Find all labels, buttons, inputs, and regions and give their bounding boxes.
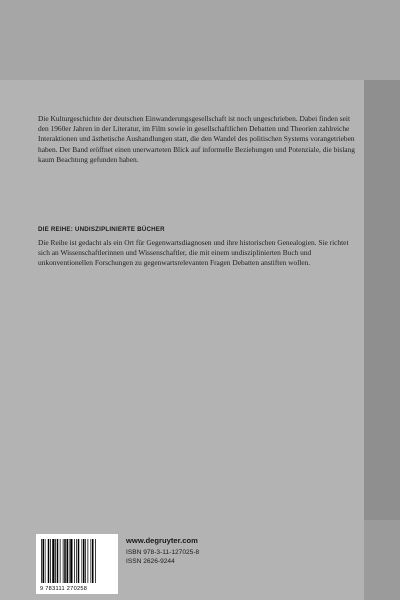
- series-heading: DIE REIHE: UNDISZIPLINIERTE BÜCHER: [38, 226, 165, 233]
- publisher-info: [126, 536, 199, 567]
- publisher-url: www.degruyter.com: [126, 536, 198, 545]
- barcode: [36, 534, 118, 594]
- background-right-edge-lower: [364, 520, 400, 600]
- barcode-digits: 9 783111 270258: [40, 586, 88, 592]
- issn-number: ISSN 2626-9244: [126, 558, 175, 566]
- isbn-number: ISBN 978-3-11-127025-8: [126, 549, 200, 556]
- book-blurb: Die Kulturgeschichte der deutschen Einwanderungsgesellschaft ist noch ungeschrieben. Dabei finden seit den 1960er Jahren in der Literatur, im Film sowie in gesellschaftlichen Debatten und Theorien zahlreiche Interaktionen und ästhetische Aushandlungen statt, die den Wandel des politischen Systems vorangetrieben haben. Der Band eröffnet einen unerwarteten Blick auf informelle Beziehungen und Potenziale, die bislang kaum Beachtung gefunden haben.: [38, 114, 355, 164]
- barcode-bars-icon: [41, 539, 113, 583]
- series-description: Die Reihe ist gedacht als ein Ort für Gegenwartsdiagnosen und ihre historischen Genealogien. Sie richtet sich an Wissenschaftlerinnen und Wissenschaftler, die mit einem undisziplinierten Buch und unkonventionellen Forschungen zu gegenwartsrelevanten Fragen Debatten anstiften wollen.: [38, 238, 349, 268]
- background-right-edge: [364, 80, 400, 520]
- background-top-band: [0, 0, 400, 80]
